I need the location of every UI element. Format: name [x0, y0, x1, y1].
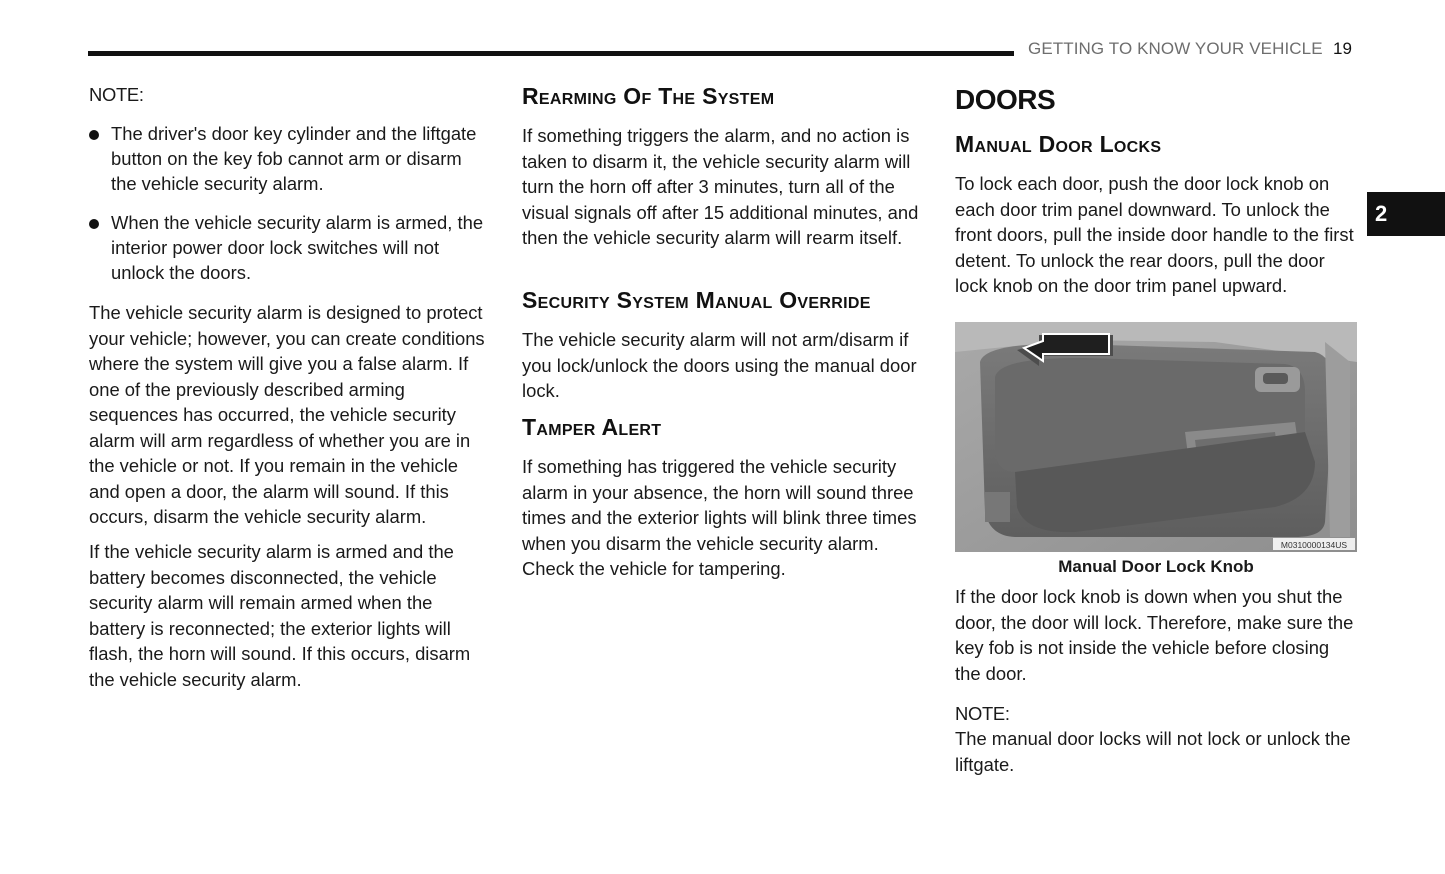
bullet-icon	[89, 130, 99, 140]
paragraph-after-figure	[955, 584, 1357, 686]
figure-caption: Manual Door Lock Knob	[1058, 557, 1254, 576]
bullet-text: When the vehicle security alarm is armed, the interior power door lock switches will not unlock the doors.	[111, 212, 484, 283]
door-lock-figure	[955, 322, 1357, 552]
chapter-tab: 2	[1367, 192, 1445, 236]
paragraph-text: The manual door locks will not lock or unlock the liftgate.	[955, 728, 1351, 775]
paragraph-text: If something triggers the alarm, and no action is taken to disarm it, the vehicle security alarm will turn the horn off after 3 minutes, turn all of the visual signals off after 15 additional minutes, and then the vehicle security alarm will rearm itself.	[522, 125, 919, 248]
paragraph-text: The vehicle security alarm will not arm/disarm if you lock/unlock the doors using the manual door lock.	[522, 329, 917, 401]
section-title-doors: DOORS	[955, 84, 1056, 115]
heading-manual-override: Security System Manual Override	[522, 287, 871, 313]
paragraph-tamper	[522, 454, 924, 582]
header-rule	[88, 51, 1014, 56]
note-label: NOTE:	[89, 84, 144, 105]
paragraph-battery	[89, 539, 491, 692]
heading-manual-door-locks: Manual Door Locks	[955, 131, 1162, 157]
paragraph-text: If something has triggered the vehicle security alarm in your absence, the horn will sound three times and the exterior lights will blink three times when you disarm the vehicle security alarm. Check the vehicle for tampering.	[522, 456, 917, 579]
figure-code: M0310000134US	[1280, 540, 1348, 550]
paragraph-false-alarm	[89, 300, 491, 530]
bullet-icon	[89, 219, 99, 229]
paragraph-text: If the vehicle security alarm is armed and the battery becomes disconnected, the vehicle security alarm will remain armed when the battery is reconnected; the exterior lights will flash, the horn will sound. If this occurs, disarm the vehicle security alarm.	[89, 541, 471, 690]
bullet-list	[89, 121, 491, 299]
heading-tamper-alert: Tamper Alert	[522, 414, 662, 440]
list-item	[89, 210, 491, 285]
list-item	[89, 121, 491, 196]
paragraph-text: The vehicle security alarm is designed to protect your vehicle; however, you can create conditions where the system will give you a false alarm. If one of the previously described arming sequences has occurred, the vehicle security alarm will arm regardless of whether you are in the vehicle or not. If you remain in the vehicle and open a door, the alarm will sound. If this occurs, disarm the vehicle security alarm.	[89, 302, 485, 527]
paragraph-note	[955, 726, 1357, 777]
door-panel-illustration	[955, 322, 1357, 552]
note-label: NOTE:	[955, 703, 1010, 724]
bullet-text: The driver's door key cylinder and the liftgate button on the key fob cannot arm or disarm the vehicle security alarm.	[111, 123, 477, 194]
paragraph-text: If the door lock knob is down when you shut the door, the door will lock. Therefore, make sure the key fob is not inside the vehicle before closing the door.	[955, 586, 1354, 684]
page-number: 19	[1333, 39, 1352, 58]
paragraph-rearming	[522, 123, 924, 251]
heading-rearming: Rearming Of The System	[522, 83, 775, 109]
paragraph-manual-locks	[955, 171, 1357, 299]
paragraph-override	[522, 327, 924, 404]
paragraph-text: To lock each door, push the door lock knob on each door trim panel downward. To unlock the front doors, pull the inside door handle to the first detent. To unlock the rear doors, pull the door lock knob on the door trim panel upward.	[955, 173, 1354, 296]
running-title: GETTING TO KNOW YOUR VEHICLE	[1028, 39, 1323, 58]
